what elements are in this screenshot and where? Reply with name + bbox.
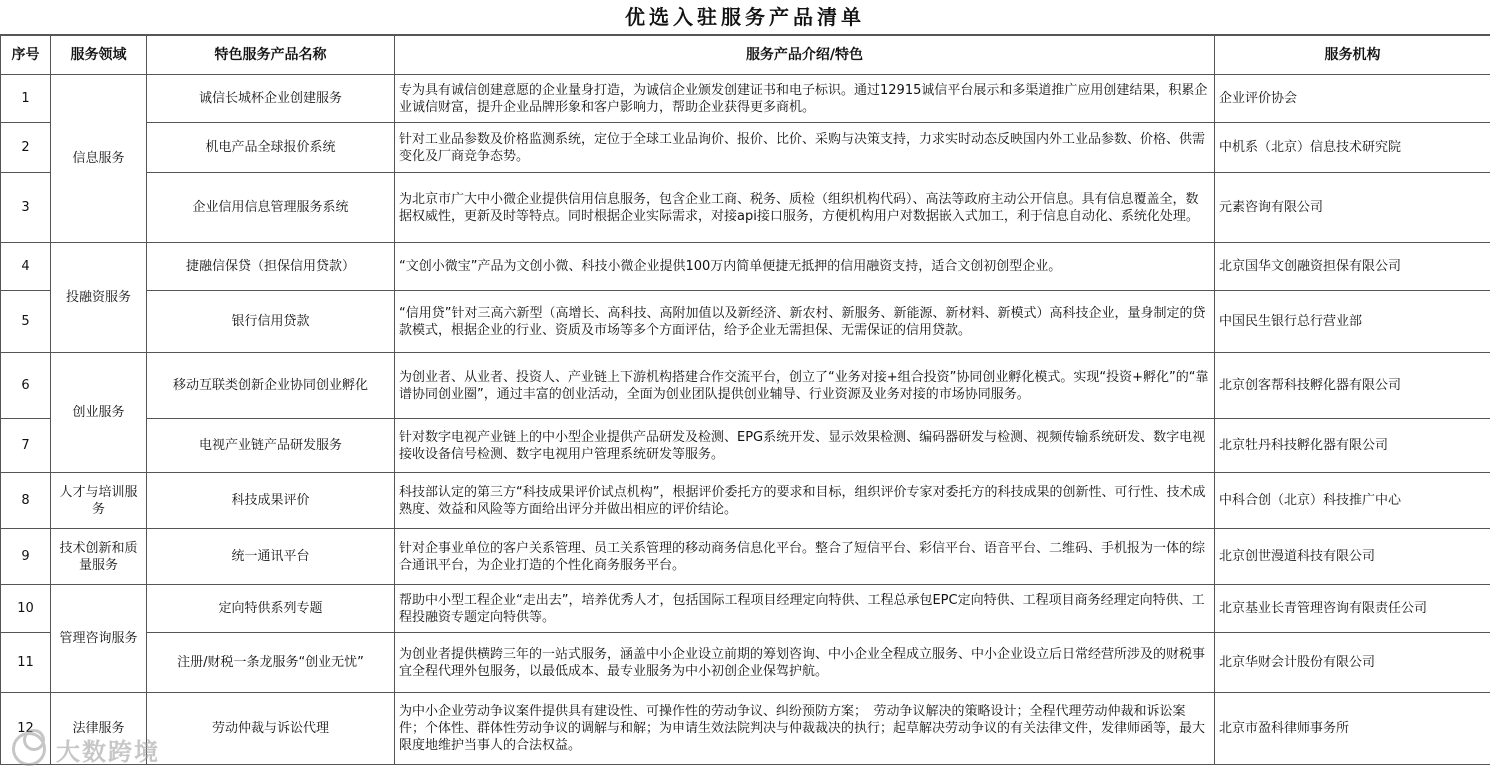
table-row — [1, 529, 1490, 585]
org-cell: 元素咨询有限公司 — [1215, 173, 1490, 243]
desc-cell: 专为具有诚信创建意愿的企业量身打造，为诚信企业颁发创建证书和电子标识。通过12915诚信平台展示和多渠道推广应用创建结果，积累企业诚信财富，提升企业品牌形象和客户影响力，帮助企业获得更多商机。 — [395, 75, 1215, 123]
field-cell: 管理咨询服务 — [51, 585, 147, 693]
table-header-row — [1, 36, 1490, 75]
org-cell: 北京创客帮科技孵化器有限公司 — [1215, 353, 1490, 419]
desc-cell: “信用贷”针对三高六新型（高增长、高科技、高附加值以及新经济、新农村、新服务、新能源、新材料、新模式）高科技企业，量身制定的贷款模式，根据企业的行业、资质及市场等多个方面评估，给予企业无需担保、无需保证的信用贷款。 — [395, 291, 1215, 353]
desc-cell: 针对工业品参数及价格监测系统，定位于全球工业品询价、报价、比价、采购与决策支持，力求实时动态反映国内外工业品参数、价格、供需变化及厂商竞争态势。 — [395, 123, 1215, 173]
header-org: 服务机构 — [1215, 36, 1490, 75]
service-product-table — [0, 35, 1490, 765]
row-no: 9 — [1, 529, 51, 585]
desc-cell: 为创业者提供横跨三年的一站式服务，涵盖中小企业设立前期的筹划咨询、中小企业全程成立服务、中小企业设立后日常经营所涉及的财税事宜全程代理外包服务，以最低成本、最专业服务为中小初创企业保驾护航。 — [395, 633, 1215, 693]
table-row — [1, 585, 1490, 633]
desc-cell: 为中小企业劳动争议案件提供具有建设性、可操作性的劳动争议、纠纷预防方案； 劳动争议解决的策略设计；全程代理劳动仲裁和诉讼案件；个体性、群体性劳动争议的调解与和解；为申请生效法院判决与仲裁裁决的执行；起草解决劳动争议的有关法律文件，发律师函等，最大限度地维护当事人的合法权益。 — [395, 693, 1215, 765]
field-cell: 信息服务 — [51, 75, 147, 243]
table-row — [1, 123, 1490, 173]
org-cell: 北京国华文创融资担保有限公司 — [1215, 243, 1490, 291]
row-no: 1 — [1, 75, 51, 123]
product-cell: 捷融信保贷（担保信用贷款） — [147, 243, 395, 291]
watermark — [12, 728, 202, 770]
header-product: 特色服务产品名称 — [147, 36, 395, 75]
row-no: 7 — [1, 419, 51, 473]
field-cell: 技术创新和质量服务 — [51, 529, 147, 585]
org-cell: 北京华财会计股份有限公司 — [1215, 633, 1490, 693]
field-cell: 人才与培训服务 — [51, 473, 147, 529]
row-no: 2 — [1, 123, 51, 173]
org-cell: 北京基业长青管理咨询有限责任公司 — [1215, 585, 1490, 633]
product-cell: 企业信用信息管理服务系统 — [147, 173, 395, 243]
row-no: 11 — [1, 633, 51, 693]
product-cell: 银行信用贷款 — [147, 291, 395, 353]
org-cell: 企业评价协会 — [1215, 75, 1490, 123]
row-no: 8 — [1, 473, 51, 529]
org-cell: 中机系（北京）信息技术研究院 — [1215, 123, 1490, 173]
watermark-logo-icon — [12, 732, 46, 766]
product-cell: 劳动仲裁与诉讼代理 — [147, 693, 395, 765]
org-cell: 北京牡丹科技孵化器有限公司 — [1215, 419, 1490, 473]
product-cell: 移动互联类创新企业协同创业孵化 — [147, 353, 395, 419]
row-no: 5 — [1, 291, 51, 353]
table-row — [1, 693, 1490, 765]
row-no: 12 — [1, 693, 51, 765]
table-row — [1, 353, 1490, 419]
table-row — [1, 419, 1490, 473]
product-cell: 诚信长城杯企业创建服务 — [147, 75, 395, 123]
desc-cell: 针对数字电视产业链上的中小型企业提供产品研发及检测、EPG系统开发、显示效果检测、编码器研发与检测、视频传输系统研发、数字电视接收设备信号检测、数字电视用户管理系统研发等服务。 — [395, 419, 1215, 473]
table-row — [1, 75, 1490, 123]
desc-cell: “文创小微宝”产品为文创小微、科技小微企业提供100万内简单便捷无抵押的信用融资支持，适合文创初创型企业。 — [395, 243, 1215, 291]
header-desc: 服务产品介绍/特色 — [395, 36, 1215, 75]
row-no: 6 — [1, 353, 51, 419]
row-no: 4 — [1, 243, 51, 291]
table-row — [1, 473, 1490, 529]
header-no: 序号 — [1, 36, 51, 75]
product-cell: 注册/财税一条龙服务“创业无忧” — [147, 633, 395, 693]
product-cell: 电视产业链产品研发服务 — [147, 419, 395, 473]
table-row — [1, 173, 1490, 243]
desc-cell: 为创业者、从业者、投资人、产业链上下游机构搭建合作交流平台，创立了“业务对接+组合投资”协同创业孵化模式。实现“投资+孵化”的“靠谱协同创业圈”，通过丰富的创业活动，全面为创业团队提供创业辅导、行业资源及业务对接的市场协同服务。 — [395, 353, 1215, 419]
org-cell: 北京市盈科律师事务所 — [1215, 693, 1490, 765]
field-cell: 法律服务 — [51, 693, 147, 765]
field-cell: 投融资服务 — [51, 243, 147, 353]
desc-cell: 针对企事业单位的客户关系管理、员工关系管理的移动商务信息化平台。整合了短信平台、彩信平台、语音平台、二维码、手机报为一体的综合通讯平台，为企业打造的个性化商务服务平台。 — [395, 529, 1215, 585]
watermark-text: 大数跨境 — [56, 737, 160, 766]
table-row — [1, 633, 1490, 693]
org-cell: 北京创世漫道科技有限公司 — [1215, 529, 1490, 585]
header-field: 服务领域 — [51, 36, 147, 75]
desc-cell: 为北京市广大中小微企业提供信用信息服务，包含企业工商、税务、质检（组织机构代码）、高法等政府主动公开信息。具有信息覆盖全，数据权威性，更新及时等特点。同时根据企业实际需求，对接api接口服务，方便机构用户对数据嵌入式加工，利于信息自动化、系统化处理。 — [395, 173, 1215, 243]
row-no: 3 — [1, 173, 51, 243]
org-cell: 中国民生银行总行营业部 — [1215, 291, 1490, 353]
product-cell: 定向特供系列专题 — [147, 585, 395, 633]
field-cell: 创业服务 — [51, 353, 147, 473]
table-row — [1, 291, 1490, 353]
table-row — [1, 243, 1490, 291]
org-cell: 中科合创（北京）科技推广中心 — [1215, 473, 1490, 529]
product-cell: 科技成果评价 — [147, 473, 395, 529]
page-title: 优选入驻服务产品清单 — [0, 0, 1490, 35]
desc-cell: 帮助中小型工程企业“走出去”，培养优秀人才，包括国际工程项目经理定向特供、工程总承包EPC定向特供、工程项目商务经理定向特供、工程投融资专题定向特供等。 — [395, 585, 1215, 633]
product-cell: 机电产品全球报价系统 — [147, 123, 395, 173]
desc-cell: 科技部认定的第三方“科技成果评价试点机构”，根据评价委托方的要求和目标，组织评价专家对委托方的科技成果的创新性、可行性、技术成熟度、效益和风险等方面给出评分并做出相应的评价结论。 — [395, 473, 1215, 529]
product-cell: 统一通讯平台 — [147, 529, 395, 585]
row-no: 10 — [1, 585, 51, 633]
